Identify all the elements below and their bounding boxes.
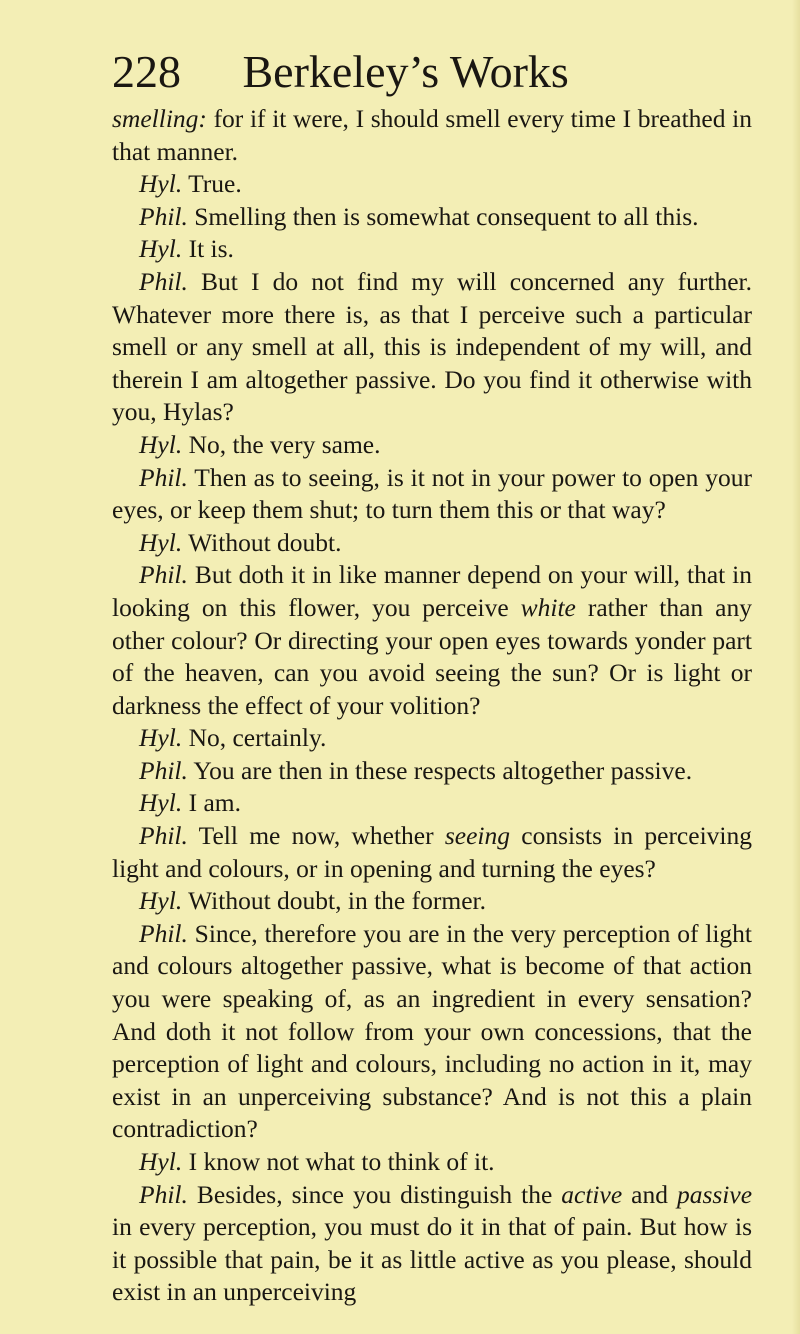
dialogue-paragraph (112, 527, 752, 560)
speaker-label: Phil. (139, 462, 188, 492)
speaker-label: Hyl. (139, 234, 183, 264)
speaker-label: Phil. (139, 560, 188, 590)
running-title: Berkeley’s Works (242, 46, 569, 97)
dialogue-paragraph (112, 918, 752, 1146)
dialogue-text-run: Since, therefore you are in the very perception of light and colours altogether passive, what is become of that action you were speaking of, as an ingredient in every sensation? And doth it not follow from your own concessions, that the perception of light and colours, including no action in it, may exist in an unperceiving substance? And is not this a plain contradiction? (112, 918, 752, 1144)
speaker-label: Hyl. (139, 1147, 183, 1176)
dialogue-paragraph (112, 462, 752, 527)
dialogue-paragraph (112, 429, 752, 462)
dialogue-text-run: You are then in these respects altogether passive. (193, 755, 693, 785)
dialogue-text-run: But doth it in like manner depend on your will, that in looking on this flower, you perceive (112, 560, 752, 622)
speaker-label: Phil. (139, 755, 188, 785)
dialogue-text-run: Without doubt. (188, 527, 342, 557)
speaker-label: Phil. (139, 1179, 188, 1209)
dialogue-paragraph (112, 168, 752, 201)
dialogue-text-run: consists in perceiving light and colours, or in opening and turning the eyes? (112, 821, 752, 883)
dialogue-text-run: Without doubt, in the former. (188, 886, 486, 916)
speaker-label: Hyl. (139, 169, 183, 199)
page-edge (792, 0, 800, 1334)
dialogue-text-run: Tell me now, whether (198, 821, 445, 851)
emphasized-text: seeing (444, 821, 511, 851)
emphasized-text: smelling: (112, 104, 207, 133)
dialogue-text-run: I am. (188, 788, 241, 818)
speaker-label: Hyl. (139, 788, 183, 818)
dialogue-text-run: True. (188, 169, 242, 199)
dialogue-paragraph (112, 559, 752, 722)
dialogue-text-run: Besides, since you distinguish the (196, 1179, 562, 1209)
dialogue-text-run: It is. (188, 234, 234, 264)
dialogue-paragraph (112, 787, 752, 820)
emphasized-text: active (561, 1179, 623, 1209)
dialogue-paragraph (112, 266, 752, 429)
page-header (112, 44, 752, 100)
speaker-label: Phil. (139, 266, 188, 296)
dialogue-paragraph (112, 885, 752, 918)
dialogue-paragraph (112, 233, 752, 266)
dialogue-text-run: No, the very same. (188, 429, 381, 459)
page-number: 228 (112, 46, 181, 97)
emphasized-text: white (520, 592, 576, 622)
dialogue-paragraph (112, 1179, 752, 1309)
dialogue-text-run: in every perception, you must do it in that of pain. But how is it possible that pain, be it as little active as you please, should exist in an unperceiving (112, 1212, 752, 1307)
dialogue-text-run: Then as to seeing, is it not in your power to open your eyes, or keep them shut; to turn them this or that way? (112, 462, 752, 525)
dialogue-paragraph (112, 201, 752, 234)
dialogue-paragraph (112, 722, 752, 755)
dialogue-text-run: Smelling then is somewhat consequent to all this. (194, 201, 699, 231)
dialogue-text (112, 103, 752, 1309)
speaker-label: Phil. (139, 821, 188, 851)
dialogue-paragraph (112, 103, 752, 168)
emphasized-text: passive (676, 1179, 753, 1209)
dialogue-text-run: But I do not find my will concerned any further. Whatever more there is, as that I perceive such a particular smell or any smell at all, this is independent of my will, and therein I am altogether passive. Do you find it otherwise with you, Hylas? (112, 266, 753, 427)
speaker-label: Hyl. (139, 723, 183, 753)
speaker-label: Hyl. (139, 429, 183, 459)
dialogue-text-run: rather than any other colour? Or directing your open eyes towards yonder part of the heaven, can you avoid seeing the sun? Or is light or darkness the effect of your volition? (112, 592, 752, 720)
speaker-label: Phil. (139, 201, 188, 231)
dialogue-paragraph (112, 755, 752, 788)
dialogue-text-run: I know not what to think of it. (188, 1147, 495, 1176)
dialogue-text-run: for if it were, I should smell every time I breathed in that manner. (112, 104, 752, 166)
speaker-label: Hyl. (139, 886, 183, 916)
dialogue-paragraph (112, 820, 752, 885)
speaker-label: Phil. (139, 918, 188, 948)
dialogue-paragraph (112, 1146, 752, 1179)
dialogue-text-run: No, certainly. (188, 723, 327, 753)
speaker-label: Hyl. (139, 527, 183, 557)
dialogue-text-run: and (622, 1179, 677, 1209)
